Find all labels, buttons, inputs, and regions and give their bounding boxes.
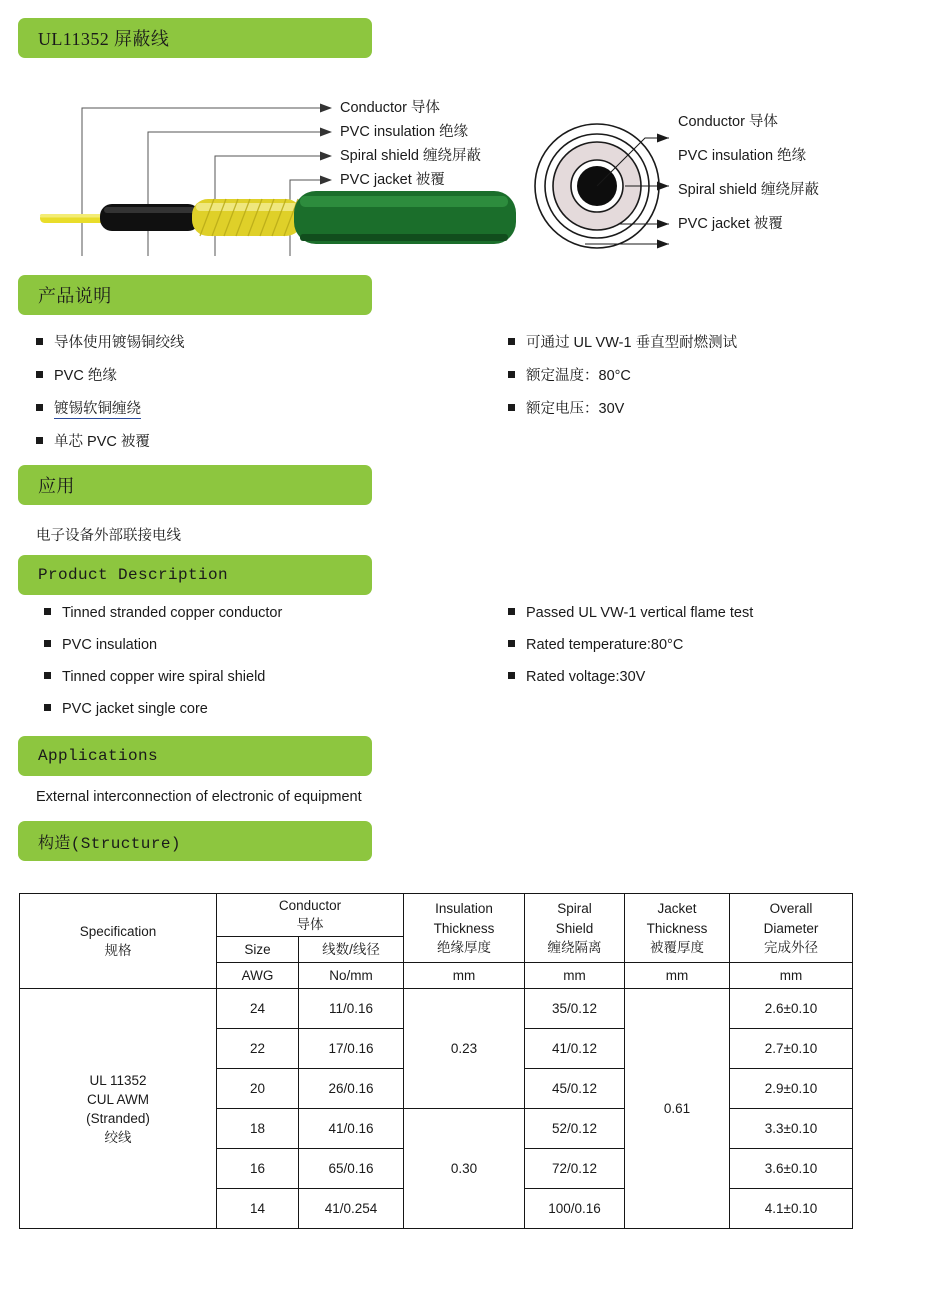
list-item-label: Rated temperature:80°C bbox=[526, 637, 684, 653]
list-item-label: PVC insulation bbox=[62, 637, 158, 653]
section-banner-label: Product Description bbox=[38, 566, 229, 584]
cell-overall-diameter: 2.6±0.10 bbox=[730, 989, 853, 1029]
table-row bbox=[20, 989, 853, 1029]
header-specification bbox=[20, 894, 217, 989]
unit-spiral-shield: mm bbox=[525, 963, 625, 989]
bullet-square-icon bbox=[508, 608, 515, 615]
list-item-label: 可通过 UL VW-1 垂直型耐燃测试 bbox=[526, 335, 738, 351]
cell-size: 16 bbox=[217, 1149, 299, 1189]
cable-longitudinal-illustration bbox=[0, 86, 540, 256]
list-item bbox=[36, 336, 185, 351]
list-item-label: Rated voltage:30V bbox=[526, 669, 646, 685]
section-banner-label: 构造(Structure) bbox=[38, 834, 181, 853]
bullet-square-icon bbox=[508, 404, 515, 411]
list-item bbox=[508, 402, 624, 417]
bullet-square-icon bbox=[44, 608, 51, 615]
header-insulation-thickness-en1: Insulation bbox=[435, 901, 493, 917]
header-jacket-thickness-en1: Jacket bbox=[657, 901, 697, 917]
list-item bbox=[44, 670, 265, 685]
cell-size: 20 bbox=[217, 1069, 299, 1109]
list-item-label: Tinned stranded copper conductor bbox=[62, 605, 283, 621]
bullet-square-icon bbox=[44, 704, 51, 711]
cell-overall-diameter: 4.1±0.10 bbox=[730, 1189, 853, 1229]
callout-right-spiral-shield: Spiral shield 缠绕屏蔽 bbox=[678, 182, 820, 198]
header-conductor-en: Conductor bbox=[278, 898, 342, 913]
header-specification-cn: 规格 bbox=[104, 943, 132, 959]
bullet-square-icon bbox=[508, 672, 515, 679]
title-banner bbox=[18, 18, 372, 58]
list-item-link[interactable]: 镀锡软铜缠绕 bbox=[54, 401, 141, 417]
header-overall-diameter-en1: Overall bbox=[769, 901, 813, 917]
header-overall-diameter-en2: Diameter bbox=[763, 920, 819, 936]
header-conductor bbox=[217, 894, 404, 937]
callout-left-spiral-shield: Spiral shield 缠绕屏蔽 bbox=[340, 148, 482, 164]
specification-table bbox=[19, 893, 853, 1229]
cell-size: 18 bbox=[217, 1109, 299, 1149]
list-item bbox=[36, 435, 150, 450]
applications-en-body: External interconnection of electronic of equipment bbox=[36, 789, 362, 805]
bullet-square-icon bbox=[36, 437, 43, 444]
bullet-square-icon bbox=[44, 672, 51, 679]
cell-no-dia: 17/0.16 bbox=[299, 1029, 404, 1069]
list-item bbox=[44, 606, 282, 621]
bullet-square-icon bbox=[36, 371, 43, 378]
spec-line-2: CUL AWM bbox=[86, 1091, 149, 1107]
list-item-label: Passed UL VW-1 vertical flame test bbox=[526, 605, 754, 621]
header-spiral-shield bbox=[525, 894, 625, 963]
cell-size: 14 bbox=[217, 1189, 299, 1229]
title-banner-label: UL11352 屏蔽线 bbox=[38, 29, 170, 49]
cell-insulation-thickness: 0.23 bbox=[404, 989, 525, 1109]
cell-no-dia: 65/0.16 bbox=[299, 1149, 404, 1189]
cell-size: 22 bbox=[217, 1029, 299, 1069]
cell-overall-diameter: 2.9±0.10 bbox=[730, 1069, 853, 1109]
spec-line-4: 绞线 bbox=[104, 1129, 132, 1145]
table-header-row-1 bbox=[20, 894, 853, 937]
list-item[interactable] bbox=[36, 402, 141, 419]
bullet-square-icon bbox=[508, 371, 515, 378]
cell-spiral-shield: 72/0.12 bbox=[525, 1149, 625, 1189]
list-item bbox=[44, 638, 157, 653]
header-insulation-thickness-cn: 绝缘厚度 bbox=[437, 939, 492, 955]
cell-overall-diameter: 3.6±0.10 bbox=[730, 1149, 853, 1189]
cell-insulation-thickness: 0.30 bbox=[404, 1109, 525, 1229]
unit-size: AWG bbox=[217, 963, 299, 989]
cell-no-dia: 26/0.16 bbox=[299, 1069, 404, 1109]
list-item-label: 导体使用镀锡铜绞线 bbox=[54, 335, 185, 351]
applications-cn-body: 电子设备外部联接电线 bbox=[36, 528, 181, 544]
cell-spiral-shield: 100/0.16 bbox=[525, 1189, 625, 1229]
callout-right-conductor: Conductor 导体 bbox=[678, 114, 778, 130]
section-banner-product-description-cn bbox=[18, 275, 372, 315]
header-overall-diameter bbox=[730, 894, 853, 963]
unit-insulation-thickness: mm bbox=[404, 963, 525, 989]
cell-no-dia: 41/0.254 bbox=[299, 1189, 404, 1229]
header-spiral-shield-en1: Spiral bbox=[557, 901, 592, 917]
list-item-label: 额定电压：30V bbox=[526, 401, 625, 417]
header-jacket-thickness-en2: Thickness bbox=[646, 920, 708, 936]
list-item bbox=[508, 369, 631, 384]
unit-overall-diameter: mm bbox=[730, 963, 853, 989]
header-jacket-thickness-cn: 被覆厚度 bbox=[650, 939, 705, 955]
cell-spiral-shield: 45/0.12 bbox=[525, 1069, 625, 1109]
cell-specification-value bbox=[20, 989, 217, 1229]
section-banner-label: Applications bbox=[38, 747, 159, 765]
header-insulation-thickness bbox=[404, 894, 525, 963]
spec-line-1: UL 11352 bbox=[89, 1072, 147, 1088]
list-item bbox=[508, 638, 683, 653]
list-item-label: PVC 绝缘 bbox=[54, 368, 117, 384]
callout-left-jacket: PVC jacket 被覆 bbox=[340, 172, 445, 188]
cell-overall-diameter: 3.3±0.10 bbox=[730, 1109, 853, 1149]
section-banner-applications-cn bbox=[18, 465, 372, 505]
cell-jacket-thickness: 0.61 bbox=[625, 989, 730, 1229]
bullet-square-icon bbox=[508, 338, 515, 345]
callout-right-jacket: PVC jacket 被覆 bbox=[678, 216, 783, 232]
callout-right-insulation: PVC insulation 绝缘 bbox=[678, 148, 807, 164]
section-banner-label: 应用 bbox=[38, 476, 75, 496]
cable-diagram bbox=[0, 86, 941, 256]
list-item bbox=[44, 702, 208, 717]
cell-spiral-shield: 41/0.12 bbox=[525, 1029, 625, 1069]
unit-no-dia: No/mm bbox=[299, 963, 404, 989]
callout-left-insulation: PVC insulation 绝缘 bbox=[340, 124, 469, 140]
list-item bbox=[508, 670, 645, 685]
header-specification-en: Specification bbox=[79, 924, 157, 939]
cell-spiral-shield: 35/0.12 bbox=[525, 989, 625, 1029]
section-banner-label: 产品说明 bbox=[38, 286, 112, 306]
header-spiral-shield-en2: Shield bbox=[555, 920, 594, 936]
header-conductor-cn: 导体 bbox=[296, 917, 324, 933]
bullet-square-icon bbox=[508, 640, 515, 647]
header-no-dia: 线数/线径 bbox=[299, 937, 404, 963]
list-item bbox=[36, 369, 117, 384]
cell-size: 24 bbox=[217, 989, 299, 1029]
section-banner-structure bbox=[18, 821, 372, 861]
bullet-square-icon bbox=[36, 338, 43, 345]
section-banner-product-description-en bbox=[18, 555, 372, 595]
header-overall-diameter-cn: 完成外径 bbox=[764, 939, 819, 955]
header-size: Size bbox=[217, 937, 299, 963]
callout-left-conductor: Conductor 导体 bbox=[340, 100, 440, 116]
header-insulation-thickness-en2: Thickness bbox=[433, 920, 495, 936]
spec-line-3: (Stranded) bbox=[86, 1110, 150, 1126]
header-spiral-shield-cn: 缠绕隔离 bbox=[547, 939, 602, 955]
cell-no-dia: 11/0.16 bbox=[299, 989, 404, 1029]
cell-no-dia: 41/0.16 bbox=[299, 1109, 404, 1149]
list-item bbox=[508, 336, 737, 351]
header-jacket-thickness bbox=[625, 894, 730, 963]
cell-overall-diameter: 2.7±0.10 bbox=[730, 1029, 853, 1069]
bullet-square-icon bbox=[36, 404, 43, 411]
section-banner-applications-en bbox=[18, 736, 372, 776]
list-item-label: Tinned copper wire spiral shield bbox=[62, 669, 266, 685]
list-item-label: PVC jacket single core bbox=[62, 701, 208, 717]
list-item bbox=[508, 606, 753, 621]
unit-jacket-thickness: mm bbox=[625, 963, 730, 989]
cell-spiral-shield: 52/0.12 bbox=[525, 1109, 625, 1149]
bullet-square-icon bbox=[44, 640, 51, 647]
list-item-label: 单芯 PVC 被覆 bbox=[54, 434, 150, 450]
list-item-label: 额定温度：80°C bbox=[526, 368, 631, 384]
